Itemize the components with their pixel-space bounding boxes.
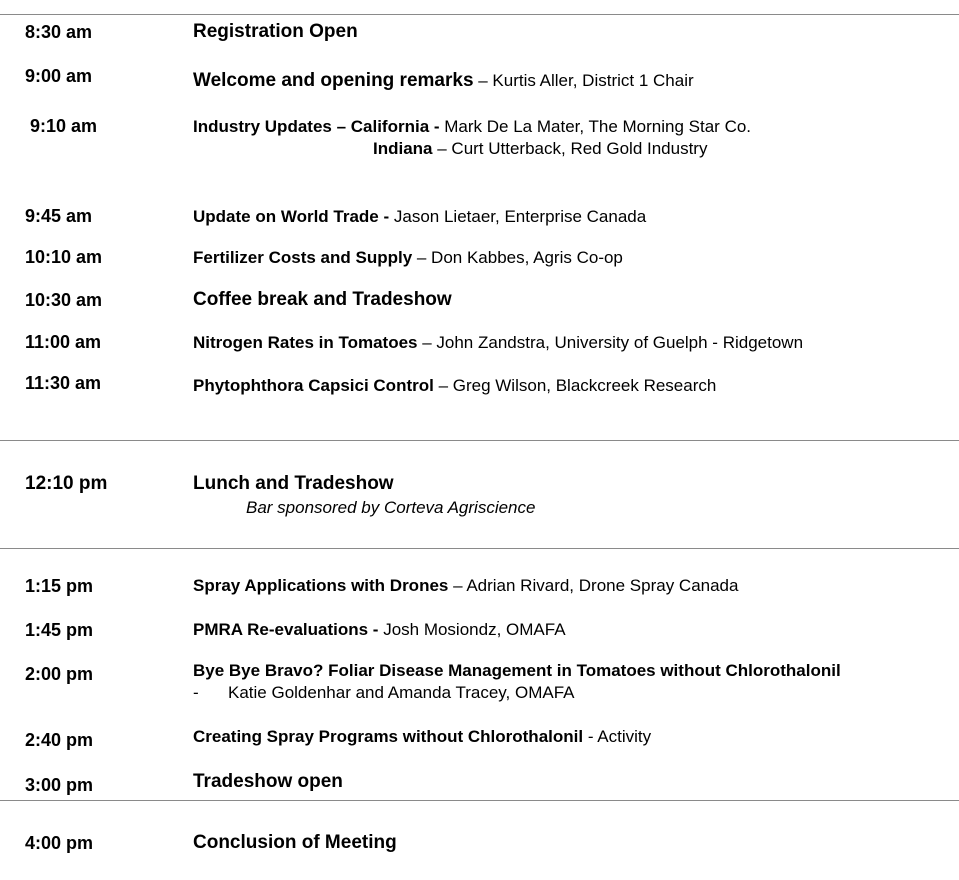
agenda-time: 9:45 am xyxy=(25,206,93,226)
top-divider xyxy=(0,14,959,15)
agenda-item: Fertilizer Costs and Supply – Don Kabbes, Agris Co-op xyxy=(193,248,623,267)
agenda-speakers: Katie Goldenhar and Amanda Tracey, OMAFA xyxy=(228,683,575,702)
agenda-time: 12:10 pm xyxy=(25,473,108,494)
agenda-time: 4:00 pm xyxy=(25,833,94,853)
agenda-time: 2:40 pm xyxy=(25,730,94,750)
agenda-item: Phytophthora Capsici Control – Greg Wilson, Blackcreek Research xyxy=(193,376,717,395)
agenda-item: PMRA Re-evaluations - Josh Mosiondz, OMAFA xyxy=(193,620,566,639)
agenda-time: 3:00 pm xyxy=(25,775,94,795)
agenda-title: Conclusion of Meeting xyxy=(193,832,397,853)
agenda-time: 2:00 pm xyxy=(25,664,94,684)
lunch-divider xyxy=(0,548,959,549)
agenda-time: 8:30 am xyxy=(25,22,93,42)
agenda-item: Bye Bye Bravo? Foliar Disease Management in Tomatoes without Chlorothalonil xyxy=(193,661,841,680)
agenda-title: Coffee break and Tradeshow xyxy=(193,289,452,310)
agenda-subitem: Indiana – Curt Utterback, Red Gold Industry xyxy=(373,139,708,158)
agenda-time: 11:00 am xyxy=(25,332,102,352)
agenda-item: Industry Updates – California - Mark De La Mater, The Morning Star Co. xyxy=(193,117,752,136)
agenda-item: Nitrogen Rates in Tomatoes – John Zandstra, University of Guelph - Ridgetown xyxy=(193,333,804,352)
agenda-time: 1:45 pm xyxy=(25,620,94,640)
afternoon-divider xyxy=(0,800,959,801)
agenda-time: 10:10 am xyxy=(25,247,103,267)
agenda-item: Spray Applications with Drones – Adrian Rivard, Drone Spray Canada xyxy=(193,576,739,595)
morning-divider xyxy=(0,440,959,441)
agenda-title: Registration Open xyxy=(193,21,358,42)
agenda-sponsor-note: Bar sponsored by Corteva Agriscience xyxy=(246,498,536,517)
agenda-item: Creating Spray Programs without Chlorothalonil - Activity xyxy=(193,727,652,746)
agenda-time: 11:30 am xyxy=(25,373,102,393)
agenda-title: Lunch and Tradeshow xyxy=(193,473,394,494)
agenda-time: 10:30 am xyxy=(25,290,103,310)
agenda-item: Welcome and opening remarks – Kurtis Aller, District 1 Chair xyxy=(193,70,694,91)
agenda-title: Tradeshow open xyxy=(193,771,343,792)
agenda-time: 9:10 am xyxy=(30,116,98,136)
agenda-bullet: - xyxy=(193,683,199,702)
agenda-item: Update on World Trade - Jason Lietaer, Enterprise Canada xyxy=(193,207,647,226)
agenda-time: 1:15 pm xyxy=(25,576,94,596)
agenda-time: 9:00 am xyxy=(25,66,93,86)
